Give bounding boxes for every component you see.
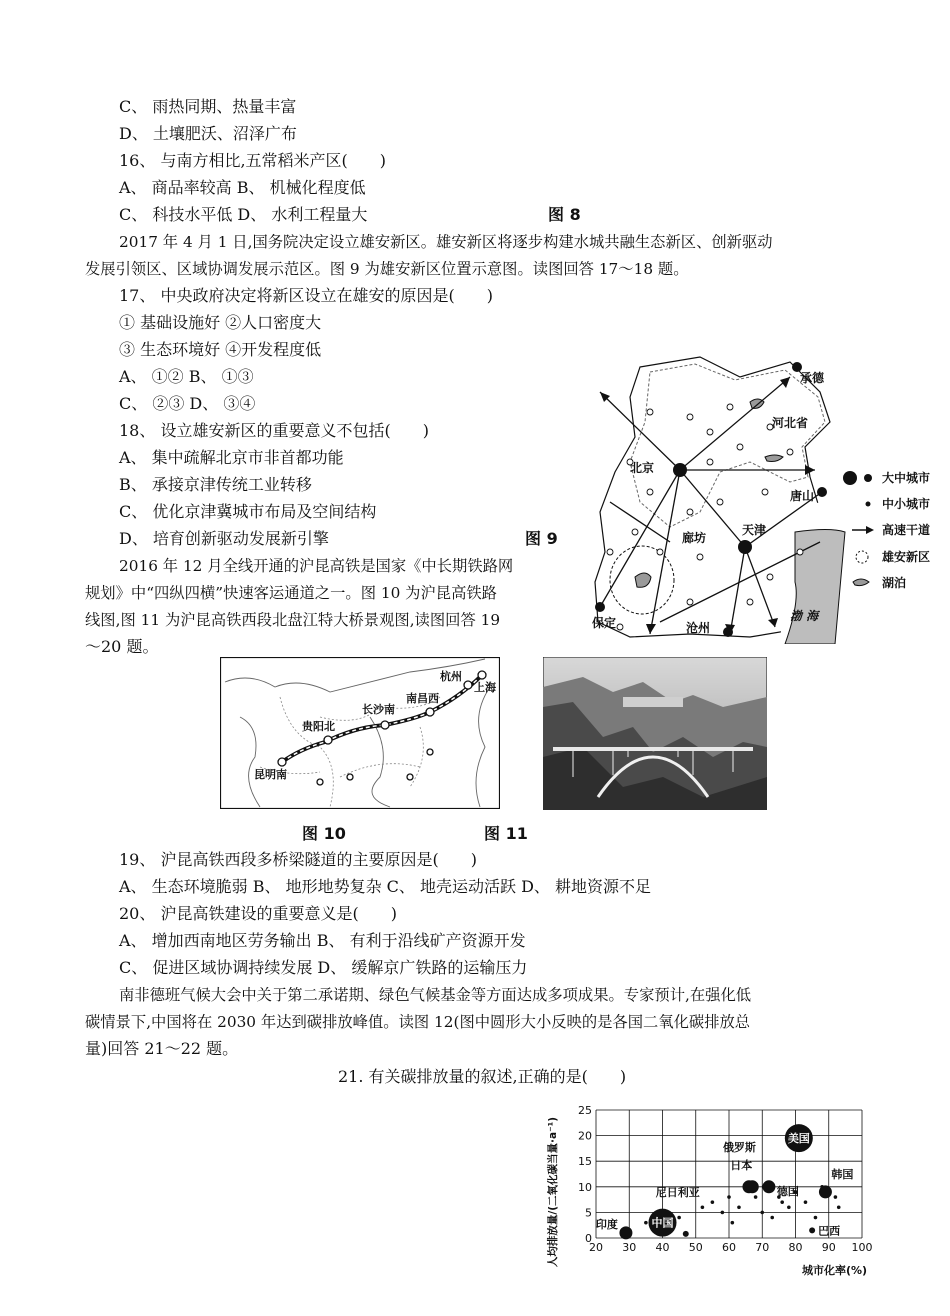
x-tick-label: 20: [589, 1241, 603, 1254]
minor-country-point: [780, 1200, 784, 1204]
line-13: A、 集中疏解北京市非首都功能: [119, 448, 344, 467]
point-韩国: [819, 1185, 832, 1198]
minor-country-point: [701, 1205, 705, 1209]
label-chengde: 承德: [800, 371, 825, 385]
caption-fig9: 图 9: [525, 529, 558, 548]
line-8: ① 基础设施好 ②人口密度大: [119, 313, 322, 332]
x-tick-label: 100: [851, 1241, 873, 1254]
line-2: 16、 与南方相比,五常稻米产区( ): [119, 151, 387, 170]
label-tianjin: 天津: [742, 523, 767, 537]
legend-expressway: 高速干道: [882, 523, 931, 537]
minor-country-point: [677, 1216, 681, 1220]
minor-country-point: [837, 1205, 841, 1209]
label-baoding: 保定: [592, 616, 617, 630]
legend-large-city: 大中城市: [882, 471, 931, 485]
legend-xiongan: 雄安新区: [882, 550, 931, 564]
minor-country-point: [814, 1216, 818, 1220]
caption-fig8: 图 8: [548, 205, 581, 224]
label-langfang: 廊坊: [682, 531, 707, 545]
line-5: 2017 年 4 月 1 日,国务院决定设立雄安新区。雄安新区将逐步构建水城共融生态新区、创新驱动: [119, 233, 773, 251]
label-bohai: 渤 海: [790, 609, 819, 623]
figure-12-scatter-chart: [540, 1100, 885, 1280]
caption-fig10: 图 10: [302, 824, 346, 843]
line-17: 2016 年 12 月全线开通的沪昆高铁是国家《中长期铁路网: [119, 557, 514, 575]
point-巴西: [809, 1227, 815, 1233]
x-tick-label: 60: [722, 1241, 736, 1254]
y-tick-label: 15: [578, 1155, 592, 1169]
line-7: 17、 中央政府决定将新区设立在雄安的原因是( ): [119, 286, 493, 305]
x-tick-label: 70: [755, 1241, 770, 1254]
point-label: 韩国: [831, 1167, 854, 1181]
x-tick-label: 30: [622, 1241, 637, 1254]
station-hangzhou: 杭州: [440, 670, 462, 683]
line-12: 18、 设立雄安新区的重要意义不包括( ): [119, 421, 429, 440]
label-hebei: 河北省: [772, 416, 809, 430]
x-tick-label: 40: [655, 1241, 670, 1254]
minor-country-point: [834, 1195, 838, 1199]
point-日本: [746, 1180, 759, 1193]
point-尼日利亚: [683, 1231, 689, 1237]
line-9: ③ 生态环境好 ④开发程度低: [119, 340, 322, 359]
minor-country-point: [787, 1205, 791, 1209]
station-nanchangxi: 南昌西: [406, 692, 439, 705]
label-beijing: 北京: [630, 461, 655, 475]
figure-9-map: [590, 352, 945, 644]
y-axis-label: 人均排放量/(二氧化碳当量·a⁻¹): [547, 1116, 559, 1268]
x-tick-label: 80: [788, 1241, 803, 1254]
y-tick-label: 20: [578, 1129, 592, 1143]
label-cangzhou: 沧州: [686, 621, 711, 635]
point-label: 德国: [776, 1184, 799, 1198]
line-6: 发展引领区、区域协调发展示范区。图 9 为雄安新区位置示意图。读图回答 17～18 题。: [85, 260, 689, 278]
line-27: 碳情景下,中国将在 2030 年达到碳排放峰值。读图 12(图中圆形大小反映的是各国二氧化碳排放总: [85, 1013, 751, 1031]
line-10: A、 ①② B、 ①③: [119, 367, 254, 386]
minor-country-point: [804, 1200, 808, 1204]
point-label: 尼日利亚: [655, 1185, 700, 1199]
minor-country-point: [731, 1221, 735, 1225]
y-tick-label: 5: [585, 1206, 592, 1220]
minor-country-point: [727, 1195, 731, 1199]
line-24: A、 增加西南地区劳务输出 B、 有利于沿线矿产资源开发: [119, 931, 526, 950]
figure-11-bridge-photo: [543, 657, 767, 810]
minor-country-point: [721, 1211, 725, 1215]
legend-lake: 湖泊: [882, 576, 907, 590]
point-label: 中国: [651, 1216, 674, 1230]
station-changshanan: 长沙南: [362, 703, 395, 716]
y-tick-label: 0: [585, 1232, 592, 1245]
line-19: 线图,图 11 为沪昆高铁西段北盘江特大桥景观图,读图回答 19: [85, 611, 501, 629]
line-3: A、 商品率较高 B、 机械化程度低: [119, 178, 366, 197]
x-tick-label: 90: [821, 1241, 836, 1254]
minor-country-point: [754, 1195, 758, 1199]
legend-small-city: 中小城市: [882, 497, 931, 511]
line-1: D、 土壤肥沃、沼泽广布: [119, 124, 297, 143]
caption-fig11: 图 11: [484, 824, 528, 843]
line-4: C、 科技水平低 D、 水利工程量大: [119, 205, 368, 224]
x-axis-label: 城市化率(%): [802, 1264, 868, 1277]
line-0: C、 雨热同期、热量丰富: [119, 97, 297, 116]
point-label: 印度: [595, 1217, 618, 1231]
point-label: 日本: [730, 1158, 753, 1172]
station-shanghai: 上海: [474, 681, 496, 694]
line-22: A、 生态环境脆弱 B、 地形地势复杂 C、 地壳运动活跃 D、 耕地资源不足: [119, 877, 651, 896]
figure-10-rail-map: [220, 657, 500, 809]
minor-country-point: [711, 1200, 715, 1204]
point-印度: [619, 1226, 632, 1239]
station-guiyangbei: 贵阳北: [302, 720, 335, 733]
line-18: 规划》中“四纵四横”快速客运通道之一。图 10 为沪昆高铁路: [85, 584, 497, 602]
line-16: D、 培育创新驱动发展新引擎: [119, 529, 329, 548]
line-23: 20、 沪昆高铁建设的重要意义是( ): [119, 904, 397, 923]
point-label: 俄罗斯: [722, 1140, 756, 1154]
line-20: ～20 题。: [85, 637, 159, 656]
line-14: B、 承接京津传统工业转移: [119, 475, 312, 494]
y-tick-label: 25: [578, 1104, 592, 1117]
line-29: 21. 有关碳排放量的叙述,正确的是( ): [338, 1067, 627, 1086]
minor-country-point: [770, 1216, 774, 1220]
minor-country-point: [644, 1221, 648, 1225]
y-tick-label: 10: [578, 1180, 592, 1194]
point-德国: [762, 1180, 775, 1193]
point-label: 巴西: [818, 1224, 841, 1238]
minor-country-point: [760, 1211, 764, 1215]
label-tangshan: 唐山: [790, 489, 815, 503]
line-21: 19、 沪昆高铁西段多桥梁隧道的主要原因是( ): [119, 850, 477, 869]
point-label: 美国: [787, 1132, 810, 1146]
minor-country-point: [737, 1205, 741, 1209]
line-15: C、 优化京津冀城市布局及空间结构: [119, 502, 377, 521]
station-kunmingnan: 昆明南: [254, 768, 287, 781]
line-11: C、 ②③ D、 ③④: [119, 394, 256, 413]
line-28: 量)回答 21～22 题。: [85, 1039, 239, 1058]
x-tick-label: 50: [688, 1241, 703, 1254]
line-25: C、 促进区域协调持续发展 D、 缓解京广铁路的运输压力: [119, 958, 528, 977]
line-26: 南非德班气候大会中关于第二承诺期、绿色气候基金等方面达成多项成果。专家预计,在强化低: [119, 986, 752, 1004]
